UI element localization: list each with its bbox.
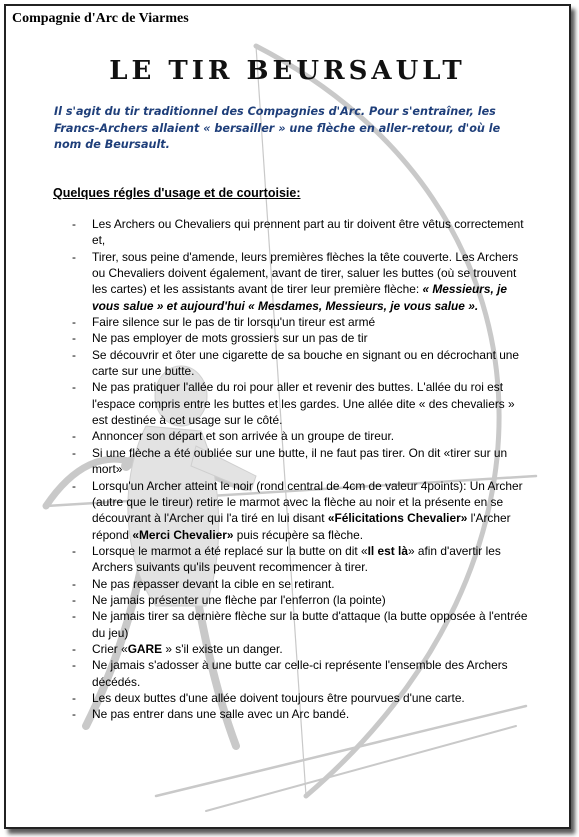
rule-text: Lorsque le marmot a été replacé sur la butte on dit « (92, 543, 368, 558)
document-page (4, 4, 571, 829)
rule-bold-text: «Merci Chevalier» (132, 527, 234, 542)
list-item (72, 576, 532, 592)
rule-text: Ne pas employer de mots grossiers sur un pas de tir (92, 331, 368, 346)
list-item (72, 314, 532, 330)
rule-text: Ne jamais présenter une flèche par l'enferron (la pointe) (92, 592, 386, 607)
intro-paragraph: Il s'agit du tir traditionnel des Compagnies d'Arc. Pour s'entraîner, les Francs-Archers allaient « bersailler » une flèche en aller-retour, d'où le nom de Beursault. (54, 105, 501, 151)
list-item (72, 478, 532, 543)
list-item (72, 445, 532, 478)
list-item (72, 428, 532, 444)
rule-bold-text: Il est là (367, 543, 408, 558)
section-heading: Quelques régles d'usage et de courtoisie: (53, 186, 301, 200)
list-item (72, 249, 532, 314)
rule-bold-text: «Félicitations Chevalier» (327, 511, 468, 526)
page-title: LE TIR BEURSAULT (109, 56, 466, 86)
rules-list (72, 216, 532, 723)
rule-text: Faire silence sur le pas de tir lorsqu'un tireur est armé (92, 315, 376, 330)
rule-text: Les Archers ou Chevaliers qui prennent part au tir doivent être vêtus correctement et, (92, 217, 524, 248)
list-item (72, 657, 532, 690)
rule-text: Crier « (92, 641, 128, 656)
list-item (72, 592, 532, 608)
list-item (72, 379, 532, 428)
company-name: Compagnie d'Arc de Viarmes (12, 11, 189, 26)
rule-text: Si une flèche a été oubliée sur une butte, il ne faut pas tirer. On dit «tirer sur un mort» (92, 445, 508, 477)
list-item (72, 347, 532, 380)
rule-text: » afin d'avertir les Archers suivants qu'ils peuvent recommencer à tirer. (92, 543, 501, 575)
rule-text: Tirer, sous peine d'amende, leurs premières flèches la tête couverte. Les Archers ou Chevaliers doivent également, avant de tirer, saluer les buttes (où se trouvent les cartes) et les assistants avant de tirer leur première flèche: (92, 249, 519, 297)
rule-text: Ne jamais s'adosser à une butte car celle-ci représente l'ensemble des Archers décédés. (92, 658, 508, 689)
rule-text: Ne pas entrer dans une salle avec un Arc bandé. (92, 707, 350, 722)
rule-text: puis récupère sa flèche. (233, 527, 364, 542)
rule-text: Ne pas pratiquer l'allée du roi pour aller et revenir des buttes. L'allée du roi est l'espace compris entre les buttes et les gardes. Une allée dite « des chevaliers » est destinée à cet usage sur le côté. (92, 380, 515, 428)
rule-text: » s'il existe un danger. (162, 641, 283, 656)
rule-bold-text: GARE (127, 641, 163, 656)
list-item (72, 706, 532, 722)
rule-text: l'Archer répond (92, 511, 511, 542)
rule-text: Lorsqu'un Archer atteint le noir (rond central de 4cm de valeur 4points): Un Archer (autre que le tireur) retire le marmot avec la flèche au noir et la présente en se découvrant à l'Archer qui l'a tiré en lui disant (92, 478, 523, 526)
rule-text: Ne jamais tirer sa dernière flèche sur la butte d'attaque (la butte opposée à l'entrée du jeu) (92, 609, 528, 640)
rule-text: Les deux buttes d'une allée doivent toujours être pourvues d'une carte. (92, 690, 465, 705)
rule-text: Annoncer son départ et son arrivée à un groupe de tireur. (92, 429, 395, 444)
rule-text: Se découvrir et ôter une cigarette de sa bouche en signant ou en décrochant une carte sur une butte. (92, 347, 520, 379)
list-item (72, 330, 532, 346)
list-item (72, 543, 532, 576)
list-item (72, 690, 532, 706)
rule-text: Ne pas repasser devant la cible en se retirant. (92, 576, 335, 591)
rule-salute-text: « Messieurs, je vous salue » et aujourd'hui « Mesdames, Messieurs, je vous salue ». (92, 282, 508, 313)
list-item (72, 216, 532, 249)
list-item (72, 608, 532, 641)
list-item (72, 641, 532, 657)
